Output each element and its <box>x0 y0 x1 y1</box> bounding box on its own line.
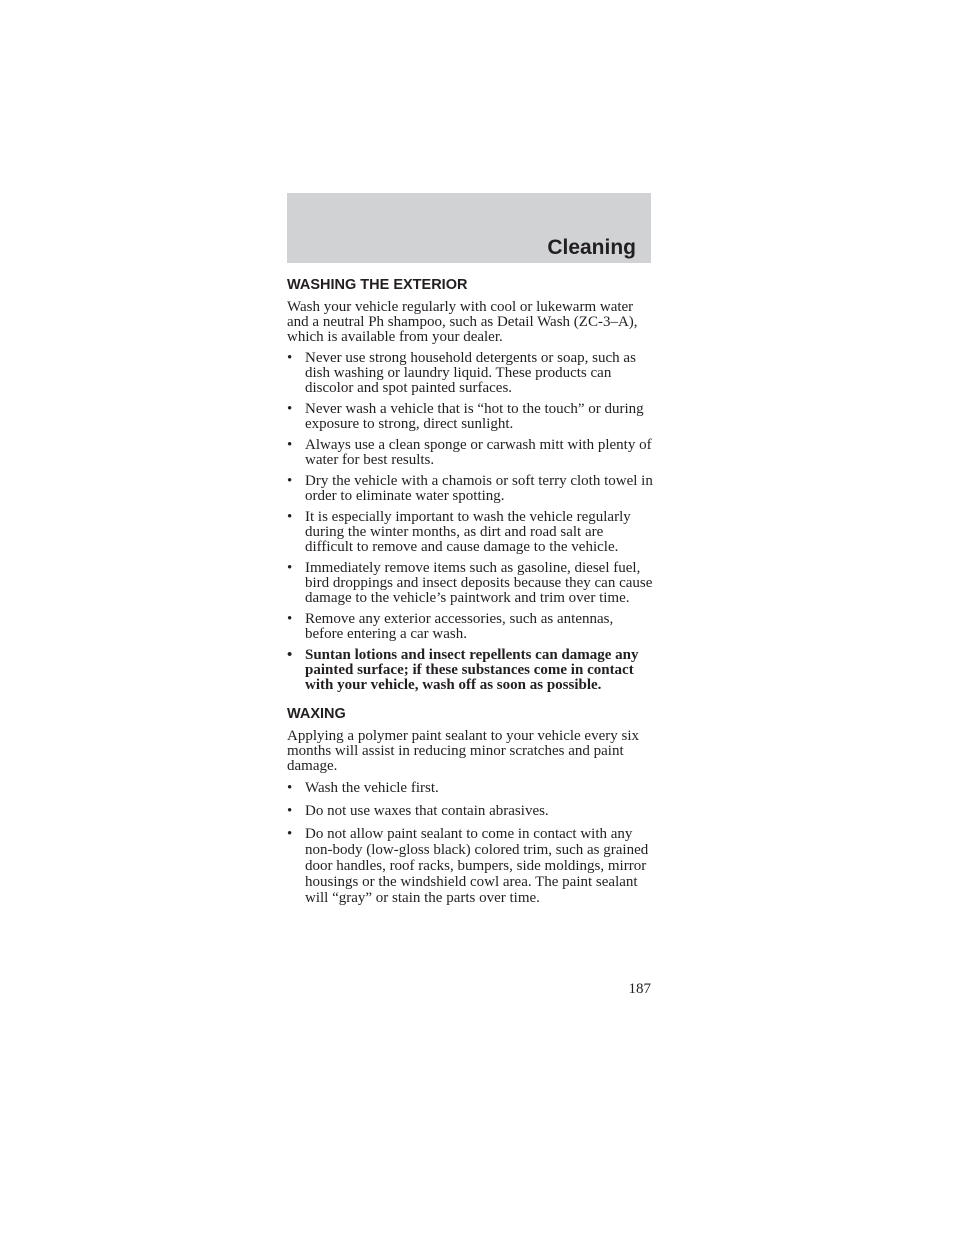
bullet-icon: • <box>287 647 293 663</box>
bullet-icon: • <box>287 780 293 796</box>
list-item <box>287 351 655 396</box>
washing-exterior-list <box>287 351 655 693</box>
waxing-list <box>287 780 655 906</box>
list-item-text: Wash the vehicle first. <box>305 780 439 796</box>
list-item-text: Always use a clean sponge or carwash mitt with plenty of water for best results. <box>305 437 652 468</box>
page-number: 187 <box>628 981 651 997</box>
bullet-icon: • <box>287 826 293 842</box>
bullet-icon: • <box>287 401 293 417</box>
waxing-heading: WAXING <box>287 706 346 722</box>
list-item-text: Suntan lotions and insect repellents can damage any painted surface; if these substances come in contact with your vehicle, wash off as soon as possible. <box>305 647 639 693</box>
list-item <box>287 510 655 555</box>
list-item <box>287 780 655 796</box>
list-item <box>287 612 655 642</box>
washing-exterior-heading: WASHING THE EXTERIOR <box>287 277 468 293</box>
washing-exterior-intro: Wash your vehicle regularly with cool or lukewarm water and a neutral Ph shampoo, such as Detail Wash (ZC-3–A), which is available from your dealer. <box>287 299 638 345</box>
bullet-icon: • <box>287 803 293 819</box>
list-item <box>287 402 655 432</box>
list-item-text: It is especially important to wash the vehicle regularly during the winter months, as dirt and road salt are difficult to remove and cause damage to the vehicle. <box>305 509 631 555</box>
warning-list-item <box>287 648 655 693</box>
list-item <box>287 826 655 906</box>
list-item-text: Dry the vehicle with a chamois or soft terry cloth towel in order to eliminate water spotting. <box>305 473 653 504</box>
list-item-text: Immediately remove items such as gasoline, diesel fuel, bird droppings and insect deposits because they can cause damage to the vehicle’s paintwork and trim over time. <box>305 560 653 606</box>
list-item <box>287 803 655 819</box>
list-item-text: Do not use waxes that contain abrasives. <box>305 803 549 819</box>
bullet-icon: • <box>287 560 293 576</box>
section-header-band <box>287 193 651 263</box>
list-item-text: Never wash a vehicle that is “hot to the touch” or during exposure to strong, direct sunlight. <box>305 401 644 432</box>
bullet-icon: • <box>287 437 293 453</box>
list-item <box>287 474 655 504</box>
list-item <box>287 438 655 468</box>
bullet-icon: • <box>287 473 293 489</box>
waxing-intro: Applying a polymer paint sealant to your vehicle every six months will assist in reducing minor scratches and paint damage. <box>287 728 639 774</box>
bullet-icon: • <box>287 509 293 525</box>
page-content <box>287 277 655 913</box>
list-item-text: Remove any exterior accessories, such as antennas, before entering a car wash. <box>305 611 614 642</box>
list-item-text: Never use strong household detergents or soap, such as dish washing or laundry liquid. These products can discolor and spot painted surfaces. <box>305 350 636 396</box>
bullet-icon: • <box>287 350 293 366</box>
list-item <box>287 561 655 606</box>
bullet-icon: • <box>287 611 293 627</box>
list-item-text: Do not allow paint sealant to come in contact with any non-body (low-gloss black) colored trim, such as grained door handles, roof racks, bumpers, side moldings, mirror housings or the windshield cowl area. The paint sealant will “gray” or stain the parts over time. <box>305 826 649 906</box>
section-title: Cleaning <box>547 236 636 259</box>
